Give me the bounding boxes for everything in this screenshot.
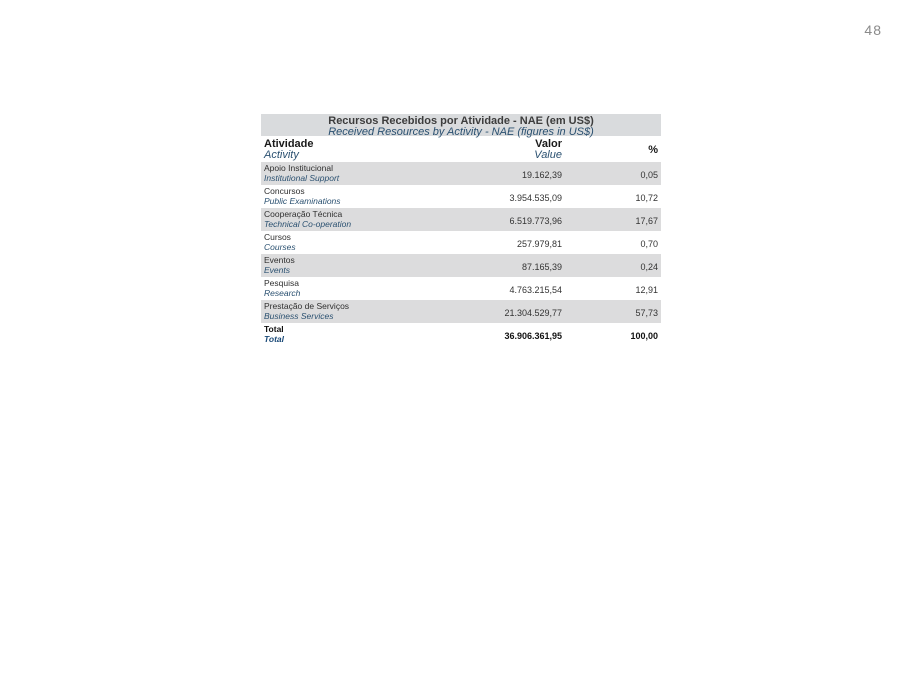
row-label-pt: Eventos xyxy=(264,255,295,265)
row-value: 4.763.215,54 xyxy=(509,285,562,295)
table-title xyxy=(261,114,661,136)
total-label-en: Total xyxy=(264,334,284,344)
row-label-en: Courses xyxy=(264,242,296,252)
total-label-pt: Total xyxy=(264,324,284,334)
row-value: 6.519.773,96 xyxy=(509,216,562,226)
row-label-en: Research xyxy=(264,288,301,298)
row-label-pt: Pesquisa xyxy=(264,278,299,288)
row-percent: 57,73 xyxy=(635,308,658,318)
row-label-pt: Apoio Institucional xyxy=(264,163,333,173)
row-percent: 17,67 xyxy=(635,216,658,226)
row-label-pt: Cooperação Técnica xyxy=(264,209,343,219)
row-label-en: Public Examinations xyxy=(264,196,341,206)
header-activity-pt: Atividade xyxy=(264,138,314,150)
header-percent xyxy=(562,139,658,162)
table-row xyxy=(261,231,661,254)
row-label-en: Business Services xyxy=(264,311,334,321)
row-value: 3.954.535,09 xyxy=(509,193,562,203)
row-label-pt: Concursos xyxy=(264,186,305,196)
row-value: 21.304.529,77 xyxy=(504,308,562,318)
page-number: 48 xyxy=(864,22,882,38)
row-label-en: Events xyxy=(264,265,290,275)
table-row xyxy=(261,300,661,323)
table-title-en: Received Resources by Activity - NAE (figures in US$) xyxy=(328,126,594,138)
table-header-row xyxy=(261,136,661,162)
header-activity xyxy=(264,139,466,162)
header-percent-label: % xyxy=(648,144,658,156)
row-label-en: Institutional Support xyxy=(264,173,340,183)
row-percent: 0,70 xyxy=(640,239,658,249)
total-percent: 100,00 xyxy=(630,331,658,341)
row-label-en: Technical Co-operation xyxy=(264,219,352,229)
row-value: 87.165,39 xyxy=(521,262,562,272)
row-percent: 0,05 xyxy=(640,170,658,180)
table-title-pt: Recursos Recebidos por Atividade - NAE (em US$) xyxy=(328,115,594,127)
total-value: 36.906.361,95 xyxy=(504,331,562,341)
header-value-en: Value xyxy=(534,149,562,161)
row-value: 19.162,39 xyxy=(521,170,562,180)
row-percent: 10,72 xyxy=(635,193,658,203)
header-value-pt: Valor xyxy=(535,138,562,150)
resources-by-activity-table xyxy=(261,114,661,346)
row-percent: 12,91 xyxy=(635,285,658,295)
row-label-pt: Cursos xyxy=(264,232,291,242)
table-row xyxy=(261,162,661,185)
row-label-pt: Prestação de Serviços xyxy=(264,301,350,311)
header-value xyxy=(466,139,562,162)
table-total-row xyxy=(261,323,661,346)
table-row xyxy=(261,208,661,231)
table-row xyxy=(261,277,661,300)
row-percent: 0,24 xyxy=(640,262,658,272)
row-value: 257.979,81 xyxy=(516,239,562,249)
header-activity-en: Activity xyxy=(264,149,299,161)
table-row xyxy=(261,254,661,277)
table-row xyxy=(261,185,661,208)
